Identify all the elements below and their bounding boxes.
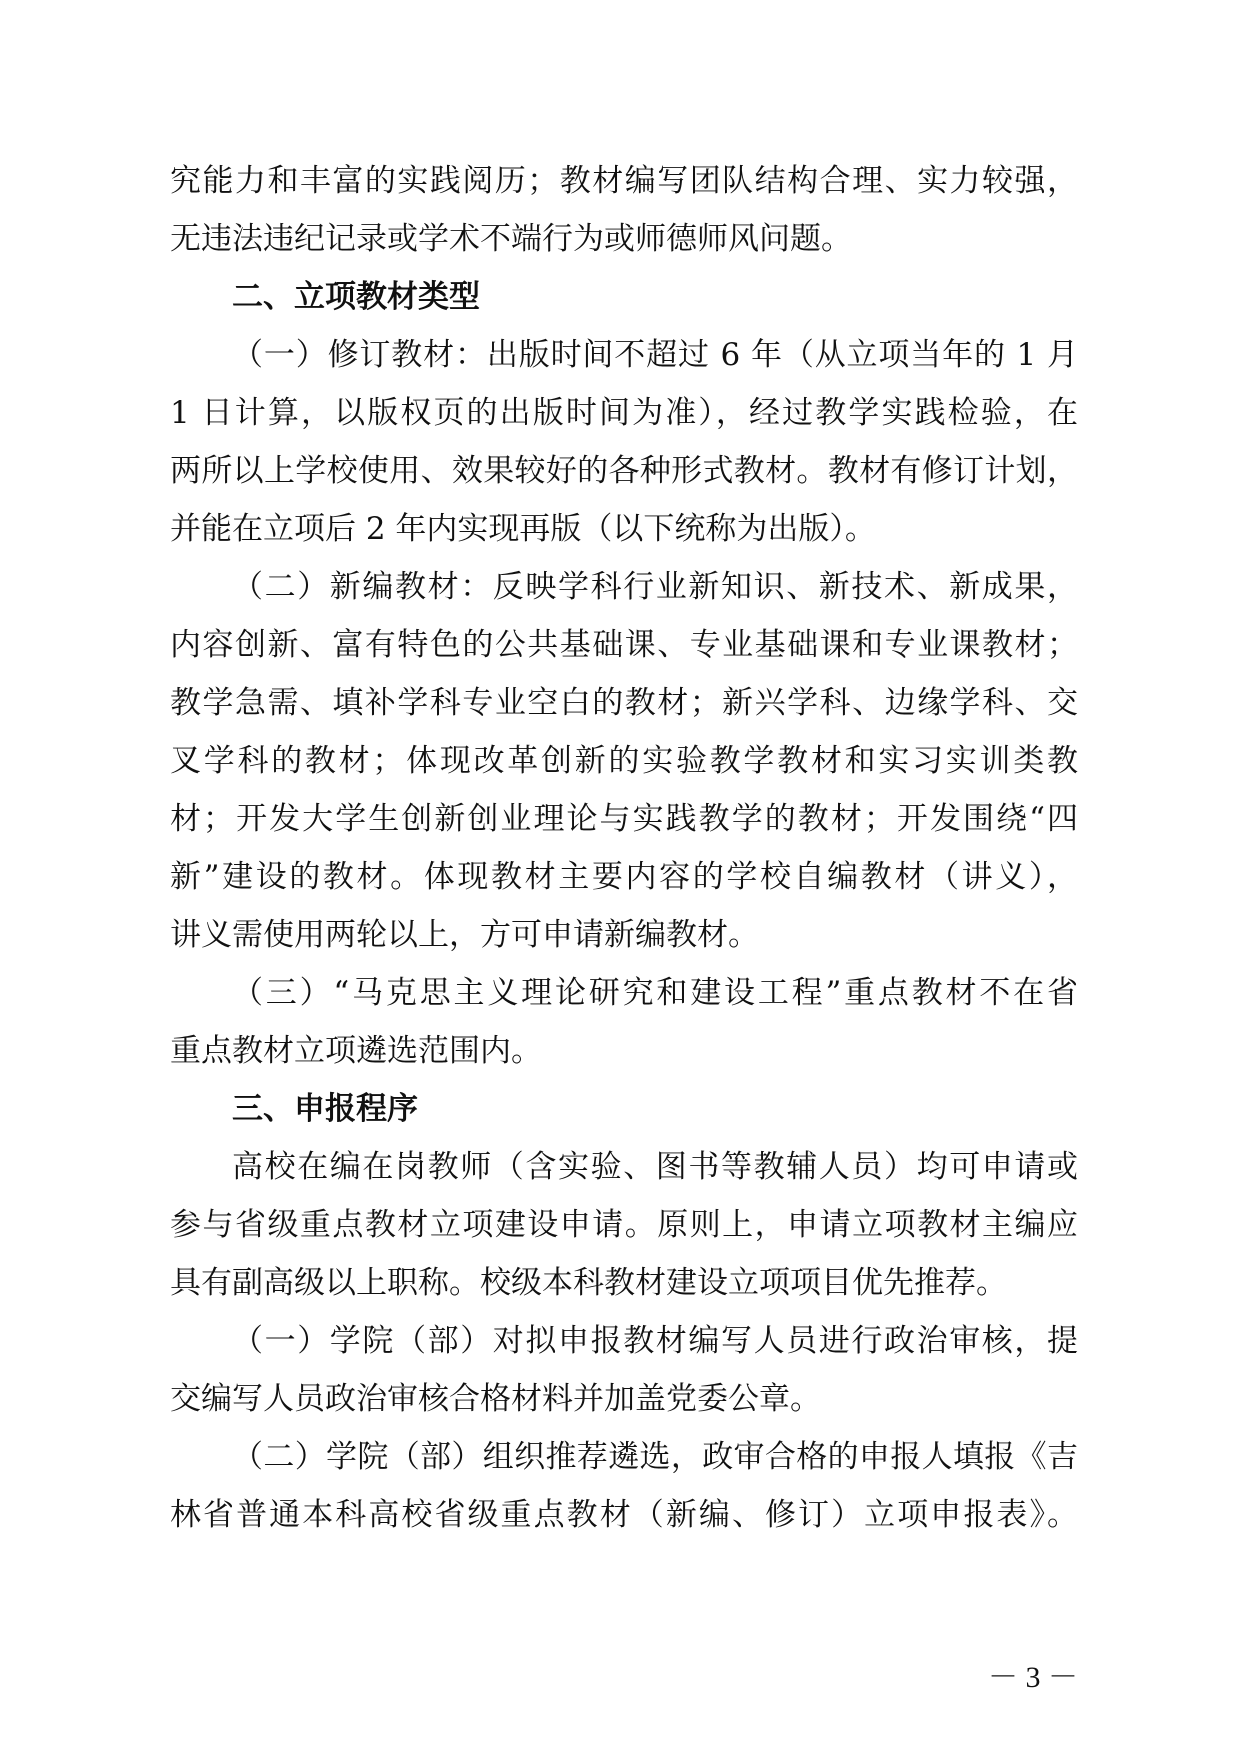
paragraph-line: 重点教材立项遴选范围内。 <box>170 1033 542 1069</box>
paragraph-line: 教学急需、填补学科专业空白的教材；新兴学科、边缘学科、交 <box>170 685 1078 721</box>
paragraph-line: 林省普通本科高校省级重点教材（新编、修订）立项申报表》。 <box>170 1497 1078 1533</box>
paragraph-line: 无违法违纪记录或学术不端行为或师德师风问题。 <box>170 221 852 257</box>
paragraph-line: （二）学院（部）组织推荐遴选，政审合格的申报人填报《吉 <box>232 1439 1078 1475</box>
paragraph-line: 交编写人员政治审核合格材料并加盖党委公章。 <box>170 1381 821 1417</box>
paragraph-line: 1 日计算，以版权页的出版时间为准），经过教学实践检验，在 <box>170 395 1078 431</box>
paragraph-line: 具有副高级以上职称。校级本科教材建设立项项目优先推荐。 <box>170 1265 1007 1301</box>
paragraph-line: 新”建设的教材。体现教材主要内容的学校自编教材（讲义）， <box>170 859 1078 895</box>
page-number: － 3 － <box>988 1661 1078 1694</box>
paragraph-line: 材；开发大学生创新创业理论与实践教学的教材；开发围绕“四 <box>170 801 1078 837</box>
paragraph-line: 高校在编在岗教师（含实验、图书等教辅人员）均可申请或 <box>232 1149 1078 1185</box>
section-heading: 二、立项教材类型 <box>232 279 480 315</box>
paragraph-line: 两所以上学校使用、效果较好的各种形式教材。教材有修订计划， <box>170 453 1078 489</box>
paragraph-line: 叉学科的教材；体现改革创新的实验教学教材和实习实训类教 <box>170 743 1078 779</box>
section-heading: 三、申报程序 <box>232 1091 418 1127</box>
paragraph-line: 参与省级重点教材立项建设申请。原则上，申请立项教材主编应 <box>170 1207 1078 1243</box>
paragraph-line: （一）学院（部）对拟申报教材编写人员进行政治审核，提 <box>232 1323 1078 1359</box>
paragraph-line: （二）新编教材：反映学科行业新知识、新技术、新成果， <box>232 569 1078 605</box>
paragraph-line: 内容创新、富有特色的公共基础课、专业基础课和专业课教材； <box>170 627 1078 663</box>
paragraph-line: 究能力和丰富的实践阅历；教材编写团队结构合理、实力较强， <box>170 163 1078 199</box>
paragraph-line: （三）“马克思主义理论研究和建设工程”重点教材不在省 <box>232 975 1078 1011</box>
paragraph-line: 并能在立项后 2 年内实现再版（以下统称为出版）。 <box>170 511 876 547</box>
paragraph-line: （一）修订教材：出版时间不超过 6 年（从立项当年的 1 月 <box>232 337 1078 373</box>
paragraph-line: 讲义需使用两轮以上，方可申请新编教材。 <box>170 917 759 953</box>
document-body <box>170 152 1078 1544</box>
